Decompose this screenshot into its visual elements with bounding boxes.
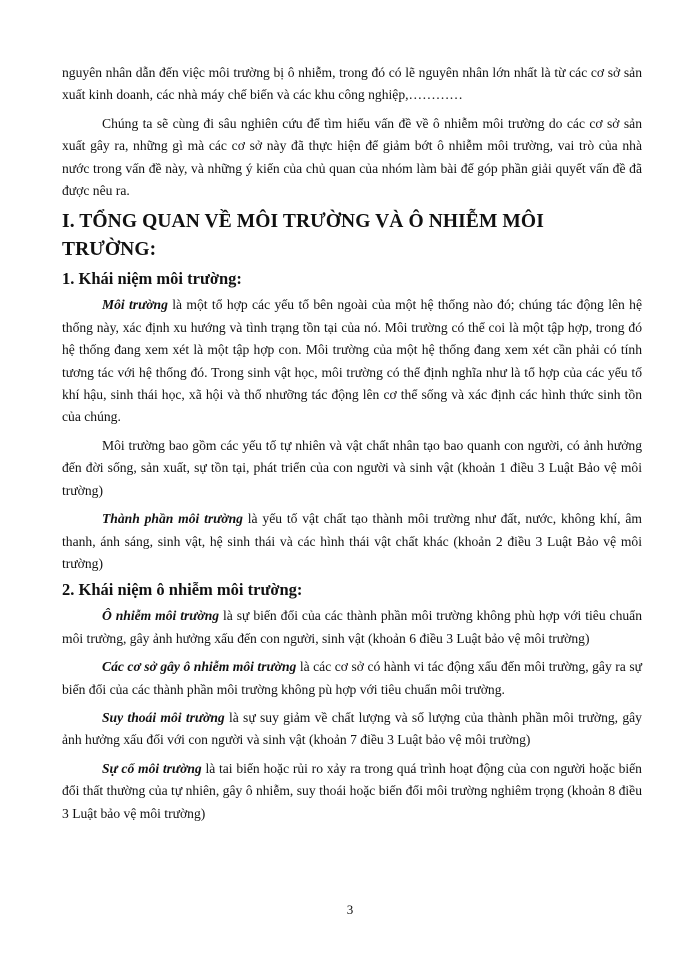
term-thanh-phan-moi-truong: Thành phần môi trường	[102, 511, 243, 527]
term-suy-thoai-moi-truong: Suy thoái môi trường	[102, 709, 225, 725]
definition-text: là yếu tố vật chất tạo thành môi trường như đất, nước, không khí, âm thanh, ánh sáng, sinh vật, hệ sinh thái và các hình thái vật chất khác (khoản 2 điều 3 Luật Bảo vệ môi trường)	[62, 511, 643, 571]
intro-paragraph-1: nguyên nhân dẫn đến việc môi trường bị ô nhiễm, trong đó có lẽ nguyên nhân lớn nhất là từ các cơ sở sản xuất kinh doanh, các nhà máy chế biến và các khu công nghiệp,…………	[62, 65, 642, 103]
term-co-so-gay-o-nhiem: Các cơ sở gây ô nhiễm môi trường	[102, 659, 297, 675]
term-o-nhiem-moi-truong: Ô nhiễm môi trường	[102, 608, 220, 624]
definition-suy-thoai-moi-truong	[62, 707, 642, 752]
definition-text: là sự suy giảm về chất lượng và số lượng của thành phần môi trường, gây ảnh hưởng xấu đối với con người và sinh vật (khoản 7 điều 3 Luật bảo vệ môi trường)	[62, 709, 642, 748]
page-content	[62, 62, 642, 825]
page-number: 3	[346, 902, 354, 917]
definition-co-so-gay-o-nhiem	[62, 656, 642, 701]
definition-text: là một tổ hợp các yếu tố bên ngoài của một hệ thống nào đó; chúng tác động lên hệ thống này, xác định xu hướng và tình trạng tồn tại của nó. Môi trường có thể coi là một tập hợp, trong đó hệ thống đang xem xét là một tập hợp con. Môi trường của một hệ thống đang xem xét cần phải có tính tương tác với hệ thống đó. Trong sinh vật học, môi trường có thể định nghĩa như là tổ hợp của các yếu tố khí hậu, sinh thái học, xã hội và thổ nhưỡng tác động lên cơ thể sống và xác định các hình thức sinh tồn của chúng.	[62, 297, 642, 425]
intro-paragraph-2: Chúng ta sẽ cùng đi sâu nghiên cứu để tìm hiểu vấn đề về ô nhiễm môi trường do các cơ sở sản xuất gây ra, những gì mà các cơ sở này đã thực hiện để giảm bớt ô nhiễm môi trường, vai trò của nhà nước trong vấn đề này, và những ý kiến của chủ quan của nhóm làm bài để góp phần giải quyết vấn đề đã được nêu ra.	[62, 115, 642, 199]
definition-su-co-moi-truong	[62, 758, 642, 825]
subsection-1-heading: 1. Khái niệm môi trường:	[62, 269, 242, 289]
term-moi-truong: Môi trường	[102, 297, 168, 313]
term-su-co-moi-truong: Sự cố môi trường	[102, 760, 202, 776]
definition-moi-truong	[62, 294, 642, 428]
definition-text: là tai biến hoặc rủi ro xảy ra trong quá trình hoạt động của con người hoặc biến đổi thất thường của tự nhiên, gây ô nhiễm, suy thoái hoặc biến đổi môi trường nghiêm trọng (khoản 8 điều 3 Luật bảo vệ môi trường)	[62, 760, 642, 821]
section-1-heading: I. TỔNG QUAN VỀ MÔI TRƯỜNG VÀ Ô NHIỄM MÔI TRƯỜNG:	[62, 211, 544, 261]
subsection-2-heading: 2. Khái niệm ô nhiễm môi trường:	[62, 580, 303, 600]
paragraph-moi-truong-bao-gom: Môi trường bao gồm các yếu tố tự nhiên và vật chất nhân tạo bao quanh con người, có ảnh hưởng đến đời sống, sản xuất, sự tồn tại, phát triển của con người và sinh vật (khoản 1 điều 3 Luật Bảo vệ môi trường)	[62, 437, 642, 498]
definition-thanh-phan-moi-truong	[62, 508, 642, 575]
definition-o-nhiem-moi-truong	[62, 605, 642, 650]
definition-text: là các cơ sở có hành vi tác động xấu đến môi trường, gây ra sự biến đổi của các thành phần môi trường không pù hợp với tiêu chuẩn môi trường.	[62, 659, 642, 697]
definition-text: là sự biến đổi của các thành phần môi trường không phù hợp với tiêu chuẩn môi trường, gây ảnh hưởng xấu đến con người, sinh vật (khoản 6 điều 3 Luật bảo vệ môi trường)	[62, 608, 642, 646]
